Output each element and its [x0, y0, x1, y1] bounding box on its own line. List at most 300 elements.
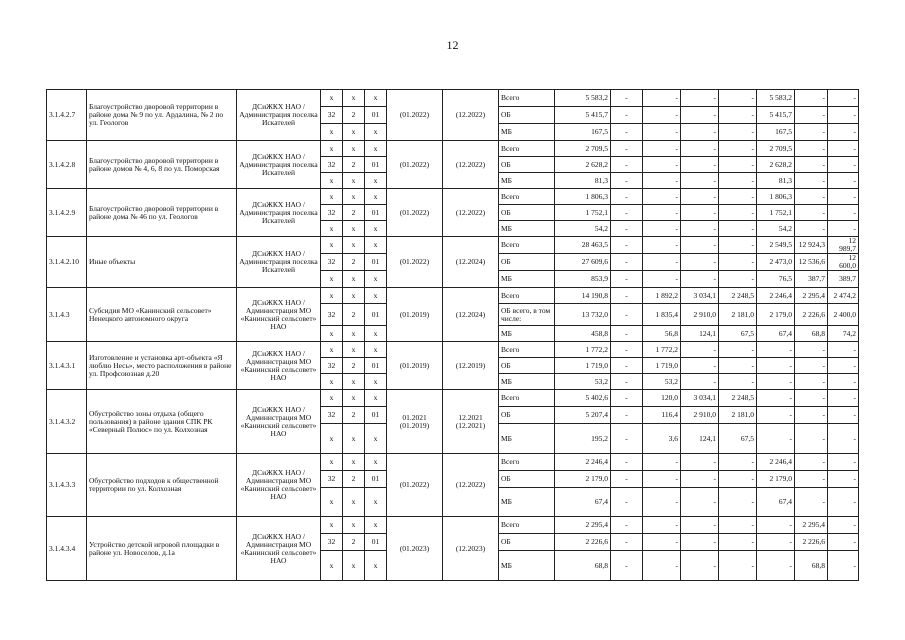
year-amount: - — [828, 534, 859, 551]
item-name: Устройство детской игровой площадки в районе ул. Новоселов, д.1а — [87, 517, 237, 581]
item-name: Благоустройство дворовой территории в районе дома № 9 по ул. Ардалина, № 2 по ул. Геологов — [87, 90, 237, 141]
start-date: (01.2019) — [387, 342, 443, 390]
budget-code-cell: х — [365, 173, 387, 189]
year-amount: 5 415,7 — [757, 107, 795, 124]
year-amount: - — [643, 517, 681, 534]
budget-code-cell: 01 — [365, 407, 387, 424]
year-amount: - — [795, 358, 828, 374]
year-amount: - — [643, 90, 681, 107]
total-amount: 195,2 — [555, 424, 611, 454]
funding-source: Всего — [499, 517, 555, 534]
year-amount: - — [643, 124, 681, 141]
year-amount: - — [757, 374, 795, 390]
budget-code-cell: х — [321, 390, 343, 407]
table-row — [47, 517, 859, 534]
year-amount: 2 910,0 — [681, 304, 719, 326]
budget-code-cell: х — [365, 271, 387, 288]
year-amount: - — [795, 141, 828, 157]
year-amount: - — [757, 534, 795, 551]
budget-code-cell: 32 — [321, 471, 343, 488]
table-row — [47, 342, 859, 358]
budget-code-cell: 32 — [321, 407, 343, 424]
year-amount: 67,5 — [719, 424, 757, 454]
year-amount: - — [681, 358, 719, 374]
year-amount: - — [611, 157, 643, 173]
responsible-executor: ДСиЖКХ НАО / Администрация МО «Канинский сельсовет» НАО — [237, 454, 321, 517]
budget-code-cell: 32 — [321, 157, 343, 173]
year-amount: - — [681, 471, 719, 488]
start-date: (01.2022) — [387, 141, 443, 189]
year-amount: - — [795, 157, 828, 173]
budget-code-cell: 01 — [365, 107, 387, 124]
year-amount: 1 752,1 — [757, 205, 795, 221]
budget-code-cell: х — [365, 517, 387, 534]
responsible-executor: ДСиЖКХ НАО / Администрация МО «Канинский сельсовет» НАО — [237, 342, 321, 390]
budget-code-cell: х — [321, 424, 343, 454]
year-amount: - — [719, 358, 757, 374]
budget-code-cell: 2 — [343, 107, 365, 124]
funding-source: ОБ — [499, 471, 555, 488]
year-amount: 2 473,0 — [757, 254, 795, 271]
year-amount: - — [795, 390, 828, 407]
year-amount: - — [757, 342, 795, 358]
budget-code-cell: х — [343, 390, 365, 407]
funding-source: МБ — [499, 221, 555, 237]
total-amount: 13 732,0 — [555, 304, 611, 326]
budget-code-cell: х — [365, 237, 387, 254]
year-amount: - — [719, 254, 757, 271]
funding-source: МБ — [499, 271, 555, 288]
year-amount: - — [828, 221, 859, 237]
year-amount: - — [795, 221, 828, 237]
funding-source: ОБ — [499, 358, 555, 374]
total-amount: 853,9 — [555, 271, 611, 288]
year-amount: - — [611, 358, 643, 374]
year-amount: 67,5 — [719, 326, 757, 342]
item-name: Иные объекты — [87, 237, 237, 288]
responsible-executor: ДСиЖКХ НАО / Администрация поселка Искателей — [237, 237, 321, 288]
year-amount: - — [828, 424, 859, 454]
budget-code-cell: х — [365, 90, 387, 107]
responsible-executor: ДСиЖКХ НАО / Администрация поселка Искателей — [237, 90, 321, 141]
year-amount: 1 719,0 — [643, 358, 681, 374]
year-amount: - — [681, 221, 719, 237]
funding-source: Всего — [499, 237, 555, 254]
year-amount: - — [681, 173, 719, 189]
budget-code-cell: х — [365, 551, 387, 581]
year-amount: - — [828, 517, 859, 534]
budget-code-cell: х — [321, 326, 343, 342]
year-amount: 3 034,1 — [681, 390, 719, 407]
year-amount: - — [611, 551, 643, 581]
year-amount: - — [611, 534, 643, 551]
year-amount: 2 295,4 — [795, 517, 828, 534]
budget-code-cell: х — [343, 237, 365, 254]
funding-source: Всего — [499, 454, 555, 471]
year-amount: - — [611, 342, 643, 358]
year-amount: - — [681, 90, 719, 107]
year-amount: 2 226,6 — [795, 304, 828, 326]
year-amount: 2 226,6 — [795, 534, 828, 551]
budget-code-cell: х — [321, 173, 343, 189]
item-code: 3.1.4.3.3 — [47, 454, 87, 517]
year-amount: 67,4 — [757, 326, 795, 342]
budget-code-cell: х — [365, 221, 387, 237]
year-amount: - — [611, 141, 643, 157]
budget-code-cell: х — [343, 374, 365, 390]
total-amount: 68,8 — [555, 551, 611, 581]
year-amount: - — [681, 454, 719, 471]
total-amount: 27 609,6 — [555, 254, 611, 271]
responsible-executor: ДСиЖКХ НАО / Администрация МО «Канинский сельсовет» НАО — [237, 390, 321, 454]
year-amount: - — [643, 254, 681, 271]
responsible-executor: ДСиЖКХ НАО / Администрация поселка Искателей — [237, 141, 321, 189]
year-amount: - — [719, 124, 757, 141]
start-date: (01.2019) — [387, 288, 443, 342]
year-amount: - — [795, 471, 828, 488]
year-amount: - — [795, 173, 828, 189]
year-amount: 2 179,0 — [757, 471, 795, 488]
item-code: 3.1.4.2.7 — [47, 90, 87, 141]
year-amount: - — [719, 221, 757, 237]
year-amount: - — [828, 124, 859, 141]
total-amount: 458,8 — [555, 326, 611, 342]
year-amount: - — [643, 471, 681, 488]
total-amount: 2 295,4 — [555, 517, 611, 534]
year-amount: - — [719, 271, 757, 288]
page-number: 12 — [446, 38, 459, 52]
budget-code-cell: 01 — [365, 157, 387, 173]
budget-code-cell: 01 — [365, 534, 387, 551]
year-amount: - — [611, 488, 643, 517]
year-amount: - — [611, 173, 643, 189]
table-row — [47, 390, 859, 407]
budget-code-cell: 2 — [343, 358, 365, 374]
budget-code-cell: х — [321, 221, 343, 237]
year-amount: - — [643, 173, 681, 189]
end-date: (12.2023) — [443, 517, 499, 581]
year-amount: - — [611, 107, 643, 124]
funding-source: ОБ всего, в том числе: — [499, 304, 555, 326]
budget-code-cell: х — [321, 342, 343, 358]
year-amount: 74,2 — [828, 326, 859, 342]
year-amount: - — [681, 157, 719, 173]
budget-code-cell: х — [321, 237, 343, 254]
budget-code-cell: х — [343, 288, 365, 304]
budget-code-cell: 2 — [343, 471, 365, 488]
year-amount: - — [643, 237, 681, 254]
budget-code-cell: х — [321, 454, 343, 471]
end-date: (12.2022) — [443, 90, 499, 141]
year-amount: - — [828, 551, 859, 581]
year-amount: 2 628,2 — [757, 157, 795, 173]
year-amount: 116,4 — [643, 407, 681, 424]
year-amount: - — [611, 254, 643, 271]
year-amount: 2 246,4 — [757, 288, 795, 304]
year-amount: - — [757, 390, 795, 407]
year-amount: - — [611, 390, 643, 407]
year-amount: 2 179,0 — [757, 304, 795, 326]
year-amount: - — [719, 189, 757, 205]
year-amount: 1 835,4 — [643, 304, 681, 326]
budget-code-cell: х — [343, 454, 365, 471]
budget-code-cell: х — [343, 424, 365, 454]
budget-code-cell: х — [365, 374, 387, 390]
year-amount: 2 246,4 — [757, 454, 795, 471]
funding-source: ОБ — [499, 407, 555, 424]
item-code: 3.1.4.3.2 — [47, 390, 87, 454]
funding-source: МБ — [499, 488, 555, 517]
year-amount: - — [681, 141, 719, 157]
budget-code-cell: 01 — [365, 304, 387, 326]
year-amount: - — [611, 517, 643, 534]
total-amount: 1 806,3 — [555, 189, 611, 205]
funding-source: ОБ — [499, 107, 555, 124]
budget-code-cell: х — [343, 271, 365, 288]
budget-code-cell: 01 — [365, 205, 387, 221]
year-amount: - — [828, 407, 859, 424]
funding-source: ОБ — [499, 157, 555, 173]
year-amount: - — [828, 157, 859, 173]
year-amount: - — [681, 271, 719, 288]
year-amount: 56,8 — [643, 326, 681, 342]
table-row — [47, 141, 859, 157]
year-amount: - — [719, 488, 757, 517]
year-amount: - — [611, 189, 643, 205]
budget-code-cell: 2 — [343, 534, 365, 551]
year-amount: 2 474,2 — [828, 288, 859, 304]
year-amount: 68,8 — [795, 326, 828, 342]
total-amount: 5 583,2 — [555, 90, 611, 107]
budget-code-cell: х — [343, 141, 365, 157]
total-amount: 14 190,8 — [555, 288, 611, 304]
year-amount: - — [795, 107, 828, 124]
year-amount: 67,4 — [757, 488, 795, 517]
year-amount: 12 536,6 — [795, 254, 828, 271]
year-amount: - — [681, 342, 719, 358]
start-date: (01.2022) — [387, 90, 443, 141]
year-amount: - — [611, 205, 643, 221]
budget-code-cell: х — [365, 390, 387, 407]
item-name: Обустройство подходов к общественной территории по ул. Колхозная — [87, 454, 237, 517]
budget-code-cell: х — [365, 454, 387, 471]
item-name: Благоустройство дворовой территории в районе домов № 4, 6, 8 по ул. Поморская — [87, 141, 237, 189]
budget-code-cell: х — [321, 488, 343, 517]
budget-code-cell: х — [365, 342, 387, 358]
item-name: Субсидия МО «Канинский сельсовет» Ненецкого автономного округа — [87, 288, 237, 342]
year-amount: - — [611, 237, 643, 254]
total-amount: 5 207,4 — [555, 407, 611, 424]
year-amount: - — [681, 254, 719, 271]
budget-code-cell: х — [321, 517, 343, 534]
item-name: Благоустройство дворовой территории в районе дома № 46 по ул. Геологов — [87, 189, 237, 237]
start-date: (01.2022) — [387, 237, 443, 288]
item-code: 3.1.4.3.4 — [47, 517, 87, 581]
end-date: (12.2022) — [443, 189, 499, 237]
year-amount: - — [719, 157, 757, 173]
budget-code-cell: х — [365, 288, 387, 304]
end-date: (12.2022) — [443, 141, 499, 189]
year-amount: 1 806,3 — [757, 189, 795, 205]
year-amount: - — [795, 488, 828, 517]
item-name: Обустройство зоны отдыха (общего пользования) в районе здания СПК РК «Северный Полюс» по ул. Колхозная — [87, 390, 237, 454]
year-amount: - — [795, 424, 828, 454]
year-amount: - — [719, 471, 757, 488]
funding-source: Всего — [499, 342, 555, 358]
year-amount: - — [611, 124, 643, 141]
year-amount: - — [681, 189, 719, 205]
budget-code-cell: х — [365, 141, 387, 157]
year-amount: 2 248,5 — [719, 288, 757, 304]
total-amount: 2 179,0 — [555, 471, 611, 488]
year-amount: - — [719, 454, 757, 471]
year-amount: - — [828, 358, 859, 374]
budget-code-cell: х — [365, 488, 387, 517]
year-amount: - — [643, 454, 681, 471]
funding-source: МБ — [499, 326, 555, 342]
year-amount: - — [828, 141, 859, 157]
budget-code-cell: 2 — [343, 254, 365, 271]
year-amount: - — [757, 424, 795, 454]
total-amount: 2 246,4 — [555, 454, 611, 471]
total-amount: 1 719,0 — [555, 358, 611, 374]
year-amount: 12 989,7 — [828, 237, 859, 254]
year-amount: - — [611, 424, 643, 454]
year-amount: - — [643, 551, 681, 581]
year-amount: 12 924,3 — [795, 237, 828, 254]
year-amount: - — [828, 342, 859, 358]
budget-code-cell: 2 — [343, 205, 365, 221]
year-amount: 2 248,5 — [719, 390, 757, 407]
budget-code-cell: х — [343, 342, 365, 358]
total-amount: 67,4 — [555, 488, 611, 517]
year-amount: - — [611, 326, 643, 342]
year-amount: - — [719, 342, 757, 358]
year-amount: - — [828, 90, 859, 107]
year-amount: - — [681, 107, 719, 124]
year-amount: 53,2 — [643, 374, 681, 390]
funding-source: ОБ — [499, 534, 555, 551]
budget-code-cell: 01 — [365, 358, 387, 374]
funding-source: МБ — [499, 374, 555, 390]
budget-code-cell: х — [321, 124, 343, 141]
year-amount: 76,5 — [757, 271, 795, 288]
year-amount: - — [757, 407, 795, 424]
budget-code-cell: 2 — [343, 157, 365, 173]
year-amount: - — [719, 90, 757, 107]
start-date: (01.2022) — [387, 454, 443, 517]
budget-code-cell: х — [321, 141, 343, 157]
year-amount: - — [611, 271, 643, 288]
budget-code-cell: х — [343, 326, 365, 342]
funding-source: МБ — [499, 551, 555, 581]
total-amount: 28 463,5 — [555, 237, 611, 254]
year-amount: 124,1 — [681, 424, 719, 454]
year-amount: - — [611, 304, 643, 326]
start-date: (01.2023) — [387, 517, 443, 581]
budget-code-cell: х — [321, 551, 343, 581]
year-amount: - — [828, 205, 859, 221]
budget-code-cell: х — [343, 517, 365, 534]
year-amount: - — [681, 551, 719, 581]
total-amount: 167,5 — [555, 124, 611, 141]
year-amount: - — [643, 488, 681, 517]
total-amount: 2 226,6 — [555, 534, 611, 551]
year-amount: - — [643, 205, 681, 221]
year-amount: - — [643, 221, 681, 237]
budget-code-cell: х — [365, 326, 387, 342]
responsible-executor: ДСиЖКХ НАО / Администрация поселка Искателей — [237, 189, 321, 237]
total-amount: 1 752,1 — [555, 205, 611, 221]
funding-source: Всего — [499, 141, 555, 157]
end-date: (12.2024) — [443, 237, 499, 288]
year-amount: 2 295,4 — [795, 288, 828, 304]
year-amount: 81,3 — [757, 173, 795, 189]
total-amount: 54,2 — [555, 221, 611, 237]
budget-code-cell: 32 — [321, 205, 343, 221]
year-amount: - — [611, 407, 643, 424]
year-amount: - — [719, 517, 757, 534]
budget-code-cell: 32 — [321, 358, 343, 374]
budget-code-cell: х — [365, 424, 387, 454]
year-amount: - — [828, 390, 859, 407]
year-amount: - — [828, 488, 859, 517]
year-amount: - — [719, 374, 757, 390]
year-amount: - — [643, 107, 681, 124]
funding-source: МБ — [499, 124, 555, 141]
year-amount: - — [795, 124, 828, 141]
year-amount: - — [611, 471, 643, 488]
total-amount: 53,2 — [555, 374, 611, 390]
year-amount: - — [681, 205, 719, 221]
end-date: 12.2021 (12.2021) — [443, 390, 499, 454]
year-amount: - — [681, 124, 719, 141]
total-amount: 5 402,6 — [555, 390, 611, 407]
year-amount: - — [828, 107, 859, 124]
year-amount: - — [681, 237, 719, 254]
year-amount: - — [719, 551, 757, 581]
year-amount: 1 892,2 — [643, 288, 681, 304]
budget-code-cell: 01 — [365, 471, 387, 488]
year-amount: 167,5 — [757, 124, 795, 141]
budget-code-cell: х — [343, 221, 365, 237]
funding-source: МБ — [499, 173, 555, 189]
item-code: 3.1.4.2.8 — [47, 141, 87, 189]
year-amount: - — [681, 517, 719, 534]
budget-code-cell: х — [343, 90, 365, 107]
budget-code-cell: х — [321, 288, 343, 304]
total-amount: 5 415,7 — [555, 107, 611, 124]
budget-code-cell: х — [343, 189, 365, 205]
total-amount: 81,3 — [555, 173, 611, 189]
responsible-executor: ДСиЖКХ НАО / Администрация МО «Канинский сельсовет» НАО — [237, 517, 321, 581]
year-amount: 120,0 — [643, 390, 681, 407]
year-amount: - — [795, 342, 828, 358]
budget-code-cell: 32 — [321, 254, 343, 271]
budget-code-cell: х — [321, 189, 343, 205]
budget-code-cell: х — [321, 90, 343, 107]
year-amount: - — [611, 221, 643, 237]
year-amount: - — [643, 189, 681, 205]
total-amount: 2 628,2 — [555, 157, 611, 173]
total-amount: 2 709,5 — [555, 141, 611, 157]
year-amount: 389,7 — [828, 271, 859, 288]
year-amount: - — [719, 205, 757, 221]
year-amount: - — [643, 534, 681, 551]
item-code: 3.1.4.2.10 — [47, 237, 87, 288]
year-amount: - — [795, 90, 828, 107]
year-amount: 2 181,0 — [719, 407, 757, 424]
